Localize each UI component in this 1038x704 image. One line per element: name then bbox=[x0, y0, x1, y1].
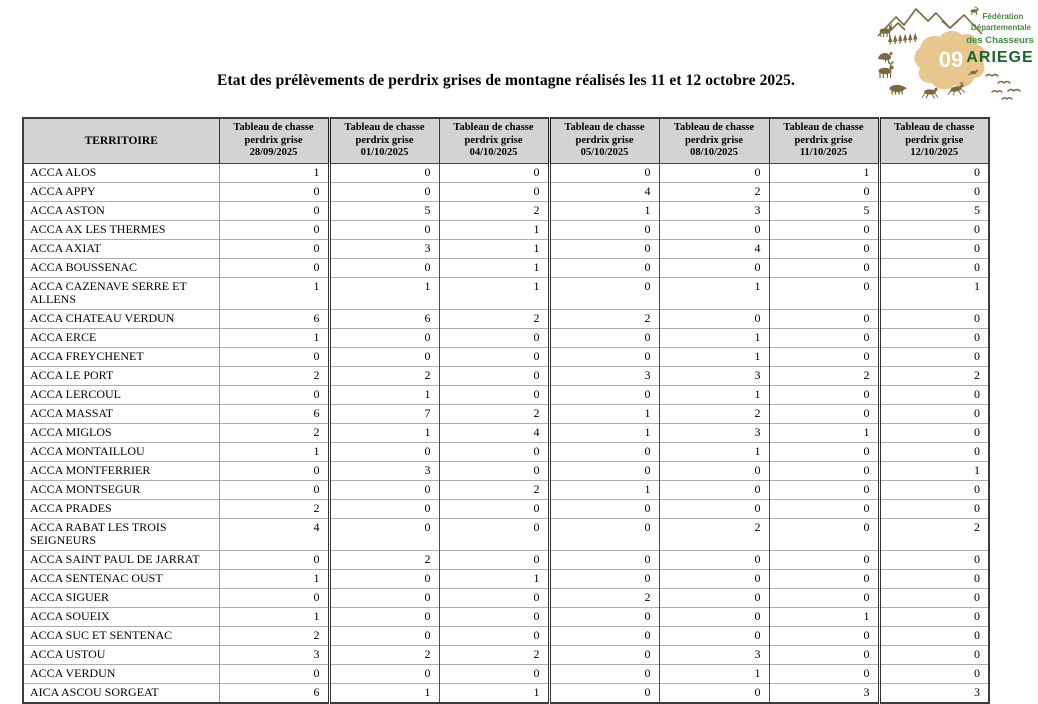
value-cell: 5 bbox=[769, 201, 879, 220]
value-cell: 0 bbox=[549, 163, 659, 182]
territory-cell: ACCA VERDUN bbox=[23, 664, 219, 683]
flying-birds-icon bbox=[986, 75, 1020, 100]
value-cell: 0 bbox=[439, 442, 549, 461]
value-cell: 3 bbox=[769, 683, 879, 703]
value-cell: 0 bbox=[769, 309, 879, 328]
value-cell: 0 bbox=[549, 328, 659, 347]
value-cell: 0 bbox=[879, 385, 989, 404]
value-cell: 0 bbox=[219, 258, 329, 277]
value-cell: 0 bbox=[769, 461, 879, 480]
value-cell: 0 bbox=[219, 550, 329, 569]
value-cell: 0 bbox=[659, 480, 769, 499]
logo-text-ariege: ARIEGE bbox=[966, 49, 1034, 66]
table-row bbox=[23, 277, 989, 309]
value-cell: 0 bbox=[659, 550, 769, 569]
value-cell: 0 bbox=[769, 258, 879, 277]
table-row bbox=[23, 461, 989, 480]
territory-cell: ACCA MONTAILLOU bbox=[23, 442, 219, 461]
value-cell: 0 bbox=[329, 442, 439, 461]
value-cell: 1 bbox=[659, 664, 769, 683]
column-header: Tableau de chasse perdrix grise 05/10/2025 bbox=[549, 118, 659, 163]
value-cell: 3 bbox=[659, 423, 769, 442]
value-cell: 0 bbox=[219, 664, 329, 683]
territory-cell: ACCA CHATEAU VERDUN bbox=[23, 309, 219, 328]
value-cell: 3 bbox=[329, 239, 439, 258]
value-cell: 1 bbox=[219, 442, 329, 461]
territory-cell: ACCA PRADES bbox=[23, 499, 219, 518]
value-cell: 4 bbox=[549, 182, 659, 201]
value-cell: 0 bbox=[879, 588, 989, 607]
value-cell: 1 bbox=[439, 683, 549, 703]
value-cell: 0 bbox=[329, 220, 439, 239]
value-cell: 0 bbox=[549, 683, 659, 703]
territory-cell: ACCA MASSAT bbox=[23, 404, 219, 423]
value-cell: 1 bbox=[549, 404, 659, 423]
value-cell: 5 bbox=[329, 201, 439, 220]
territory-cell: ACCA MIGLOS bbox=[23, 423, 219, 442]
value-cell: 0 bbox=[549, 626, 659, 645]
value-cell: 0 bbox=[769, 220, 879, 239]
value-cell: 0 bbox=[329, 480, 439, 499]
territory-cell: ACCA FREYCHENET bbox=[23, 347, 219, 366]
value-cell: 0 bbox=[219, 347, 329, 366]
value-cell: 0 bbox=[549, 347, 659, 366]
value-cell: 0 bbox=[769, 480, 879, 499]
value-cell: 0 bbox=[659, 220, 769, 239]
value-cell: 0 bbox=[439, 518, 549, 550]
value-cell: 1 bbox=[879, 461, 989, 480]
table-row bbox=[23, 201, 989, 220]
value-cell: 0 bbox=[549, 385, 659, 404]
territory-cell: ACCA MONTFERRIER bbox=[23, 461, 219, 480]
value-cell: 0 bbox=[219, 220, 329, 239]
logo-text-federation: Fédération bbox=[982, 12, 1024, 21]
table-row bbox=[23, 645, 989, 664]
harvest-table bbox=[22, 117, 990, 704]
value-cell: 0 bbox=[769, 499, 879, 518]
value-cell: 1 bbox=[879, 277, 989, 309]
table-row bbox=[23, 220, 989, 239]
territory-cell: ACCA LERCOUL bbox=[23, 385, 219, 404]
value-cell: 0 bbox=[329, 182, 439, 201]
value-cell: 0 bbox=[329, 258, 439, 277]
value-cell: 0 bbox=[549, 518, 659, 550]
value-cell: 0 bbox=[879, 645, 989, 664]
value-cell: 0 bbox=[549, 664, 659, 683]
value-cell: 0 bbox=[769, 626, 879, 645]
value-cell: 1 bbox=[659, 385, 769, 404]
value-cell: 0 bbox=[549, 461, 659, 480]
table-row bbox=[23, 258, 989, 277]
column-header: Tableau de chasse perdrix grise 28/09/2025 bbox=[219, 118, 329, 163]
value-cell: 0 bbox=[769, 588, 879, 607]
value-cell: 0 bbox=[439, 366, 549, 385]
value-cell: 0 bbox=[329, 626, 439, 645]
value-cell: 3 bbox=[879, 683, 989, 703]
territory-cell: ACCA ERCE bbox=[23, 328, 219, 347]
value-cell: 1 bbox=[769, 607, 879, 626]
federation-logo bbox=[874, 4, 1034, 108]
value-cell: 1 bbox=[219, 328, 329, 347]
value-cell: 1 bbox=[329, 683, 439, 703]
grouse-icon bbox=[878, 52, 893, 62]
value-cell: 1 bbox=[219, 569, 329, 588]
table-row bbox=[23, 163, 989, 182]
table-row bbox=[23, 664, 989, 683]
table-row bbox=[23, 683, 989, 703]
value-cell: 2 bbox=[219, 626, 329, 645]
value-cell: 1 bbox=[659, 277, 769, 309]
value-cell: 0 bbox=[879, 309, 989, 328]
value-cell: 0 bbox=[659, 607, 769, 626]
value-cell: 2 bbox=[439, 645, 549, 664]
value-cell: 0 bbox=[879, 569, 989, 588]
value-cell: 2 bbox=[659, 182, 769, 201]
value-cell: 0 bbox=[439, 182, 549, 201]
value-cell: 5 bbox=[879, 201, 989, 220]
territory-cell: ACCA SAINT PAUL DE JARRAT bbox=[23, 550, 219, 569]
value-cell: 0 bbox=[769, 569, 879, 588]
value-cell: 0 bbox=[549, 569, 659, 588]
column-header: Tableau de chasse perdrix grise 08/10/2025 bbox=[659, 118, 769, 163]
value-cell: 0 bbox=[879, 607, 989, 626]
value-cell: 0 bbox=[879, 550, 989, 569]
table-row bbox=[23, 404, 989, 423]
value-cell: 2 bbox=[879, 518, 989, 550]
value-cell: 0 bbox=[439, 664, 549, 683]
value-cell: 1 bbox=[549, 423, 659, 442]
value-cell: 2 bbox=[549, 588, 659, 607]
territory-cell: ACCA SUC ET SENTENAC bbox=[23, 626, 219, 645]
value-cell: 0 bbox=[219, 480, 329, 499]
column-header: Tableau de chasse perdrix grise 11/10/2025 bbox=[769, 118, 879, 163]
territory-column-header: TERRITOIRE bbox=[23, 118, 219, 163]
table-row bbox=[23, 550, 989, 569]
value-cell: 0 bbox=[329, 588, 439, 607]
value-cell: 0 bbox=[879, 239, 989, 258]
value-cell: 0 bbox=[769, 550, 879, 569]
territory-cell: ACCA AXIAT bbox=[23, 239, 219, 258]
value-cell: 1 bbox=[549, 201, 659, 220]
table-row bbox=[23, 423, 989, 442]
value-cell: 0 bbox=[439, 550, 549, 569]
value-cell: 0 bbox=[879, 442, 989, 461]
value-cell: 2 bbox=[439, 480, 549, 499]
table-row bbox=[23, 588, 989, 607]
value-cell: 0 bbox=[549, 607, 659, 626]
logo-text-des-chasseurs: des Chasseurs bbox=[966, 35, 1034, 46]
value-cell: 2 bbox=[659, 518, 769, 550]
value-cell: 0 bbox=[329, 499, 439, 518]
table-row bbox=[23, 442, 989, 461]
value-cell: 3 bbox=[659, 366, 769, 385]
value-cell: 0 bbox=[329, 163, 439, 182]
value-cell: 0 bbox=[549, 550, 659, 569]
table-row bbox=[23, 385, 989, 404]
table-row bbox=[23, 328, 989, 347]
value-cell: 0 bbox=[329, 607, 439, 626]
value-cell: 0 bbox=[659, 683, 769, 703]
value-cell: 1 bbox=[659, 442, 769, 461]
table-row bbox=[23, 347, 989, 366]
value-cell: 1 bbox=[659, 328, 769, 347]
table-row bbox=[23, 499, 989, 518]
value-cell: 1 bbox=[329, 423, 439, 442]
value-cell: 0 bbox=[659, 258, 769, 277]
territory-cell: ACCA BOUSSENAC bbox=[23, 258, 219, 277]
value-cell: 3 bbox=[329, 461, 439, 480]
value-cell: 0 bbox=[659, 588, 769, 607]
harvest-table-container bbox=[22, 117, 990, 704]
value-cell: 0 bbox=[439, 607, 549, 626]
value-cell: 0 bbox=[439, 347, 549, 366]
value-cell: 2 bbox=[329, 550, 439, 569]
value-cell: 0 bbox=[219, 182, 329, 201]
value-cell: 2 bbox=[879, 366, 989, 385]
value-cell: 3 bbox=[659, 201, 769, 220]
stag-icon bbox=[879, 61, 894, 78]
value-cell: 1 bbox=[219, 277, 329, 309]
value-cell: 4 bbox=[219, 518, 329, 550]
value-cell: 0 bbox=[769, 328, 879, 347]
value-cell: 1 bbox=[769, 423, 879, 442]
mountains-icon bbox=[878, 9, 982, 36]
value-cell: 0 bbox=[329, 347, 439, 366]
value-cell: 0 bbox=[659, 626, 769, 645]
value-cell: 0 bbox=[879, 182, 989, 201]
table-row bbox=[23, 518, 989, 550]
value-cell: 0 bbox=[549, 239, 659, 258]
table-row bbox=[23, 626, 989, 645]
value-cell: 0 bbox=[549, 220, 659, 239]
value-cell: 0 bbox=[769, 239, 879, 258]
value-cell: 2 bbox=[659, 404, 769, 423]
value-cell: 0 bbox=[879, 480, 989, 499]
table-row bbox=[23, 480, 989, 499]
territory-cell: ACCA SENTENAC OUST bbox=[23, 569, 219, 588]
value-cell: 1 bbox=[219, 607, 329, 626]
table-row bbox=[23, 366, 989, 385]
value-cell: 0 bbox=[659, 163, 769, 182]
territory-cell: ACCA USTOU bbox=[23, 645, 219, 664]
value-cell: 0 bbox=[769, 347, 879, 366]
federation-logo-graphic bbox=[874, 4, 1034, 108]
territory-cell: ACCA AX LES THERMES bbox=[23, 220, 219, 239]
value-cell: 1 bbox=[769, 163, 879, 182]
territory-cell: ACCA MONTSEGUR bbox=[23, 480, 219, 499]
ibex-icon bbox=[971, 7, 979, 15]
table-row bbox=[23, 239, 989, 258]
value-cell: 0 bbox=[879, 499, 989, 518]
value-cell: 1 bbox=[439, 220, 549, 239]
territory-cell: ACCA APPY bbox=[23, 182, 219, 201]
value-cell: 0 bbox=[769, 518, 879, 550]
logo-text-departementale: Départementale bbox=[970, 23, 1032, 32]
value-cell: 0 bbox=[549, 499, 659, 518]
value-cell: 0 bbox=[439, 385, 549, 404]
page-title: Etat des prélèvements de perdrix grises de montagne réalisés les 11 et 12 octobre 2025. bbox=[217, 72, 795, 89]
value-cell: 1 bbox=[439, 277, 549, 309]
value-cell: 0 bbox=[879, 258, 989, 277]
value-cell: 1 bbox=[659, 347, 769, 366]
value-cell: 0 bbox=[549, 277, 659, 309]
value-cell: 4 bbox=[659, 239, 769, 258]
value-cell: 2 bbox=[439, 404, 549, 423]
table-row bbox=[23, 182, 989, 201]
territory-cell: ACCA ALOS bbox=[23, 163, 219, 182]
value-cell: 0 bbox=[439, 328, 549, 347]
value-cell: 0 bbox=[219, 239, 329, 258]
column-header: Tableau de chasse perdrix grise 04/10/2025 bbox=[439, 118, 549, 163]
territory-cell: ACCA SOUEIX bbox=[23, 607, 219, 626]
value-cell: 0 bbox=[879, 664, 989, 683]
value-cell: 3 bbox=[219, 645, 329, 664]
table-row bbox=[23, 607, 989, 626]
value-cell: 0 bbox=[219, 385, 329, 404]
column-header: Tableau de chasse perdrix grise 01/10/2025 bbox=[329, 118, 439, 163]
value-cell: 0 bbox=[879, 347, 989, 366]
value-cell: 0 bbox=[769, 664, 879, 683]
value-cell: 0 bbox=[769, 182, 879, 201]
value-cell: 2 bbox=[439, 201, 549, 220]
value-cell: 2 bbox=[219, 499, 329, 518]
value-cell: 7 bbox=[329, 404, 439, 423]
boar-icon bbox=[890, 85, 908, 95]
value-cell: 0 bbox=[439, 163, 549, 182]
value-cell: 0 bbox=[769, 277, 879, 309]
value-cell: 0 bbox=[329, 518, 439, 550]
value-cell: 0 bbox=[659, 461, 769, 480]
territory-cell: ACCA CAZENAVE SERRE ET ALLENS bbox=[23, 277, 219, 309]
value-cell: 0 bbox=[659, 309, 769, 328]
value-cell: 0 bbox=[879, 404, 989, 423]
value-cell: 0 bbox=[439, 588, 549, 607]
value-cell: 0 bbox=[549, 645, 659, 664]
value-cell: 0 bbox=[219, 201, 329, 220]
value-cell: 0 bbox=[439, 461, 549, 480]
value-cell: 6 bbox=[329, 309, 439, 328]
value-cell: 0 bbox=[329, 664, 439, 683]
dept-number: 09 bbox=[938, 47, 964, 72]
value-cell: 0 bbox=[329, 569, 439, 588]
value-cell: 6 bbox=[219, 683, 329, 703]
value-cell: 2 bbox=[329, 645, 439, 664]
value-cell: 1 bbox=[439, 569, 549, 588]
value-cell: 0 bbox=[659, 499, 769, 518]
table-row bbox=[23, 569, 989, 588]
value-cell: 0 bbox=[769, 645, 879, 664]
value-cell: 2 bbox=[769, 366, 879, 385]
value-cell: 1 bbox=[329, 385, 439, 404]
value-cell: 2 bbox=[329, 366, 439, 385]
value-cell: 0 bbox=[329, 328, 439, 347]
value-cell: 1 bbox=[219, 163, 329, 182]
running-deer-icon bbox=[922, 88, 938, 99]
value-cell: 0 bbox=[769, 404, 879, 423]
deer-icon bbox=[880, 24, 893, 37]
territory-cell: ACCA LE PORT bbox=[23, 366, 219, 385]
value-cell: 4 bbox=[439, 423, 549, 442]
value-cell: 0 bbox=[659, 569, 769, 588]
value-cell: 2 bbox=[219, 423, 329, 442]
value-cell: 0 bbox=[769, 385, 879, 404]
territory-cell: ACCA SIGUER bbox=[23, 588, 219, 607]
value-cell: 3 bbox=[659, 645, 769, 664]
column-header: Tableau de chasse perdrix grise 12/10/2025 bbox=[879, 118, 989, 163]
value-cell: 0 bbox=[549, 442, 659, 461]
value-cell: 2 bbox=[439, 309, 549, 328]
value-cell: 3 bbox=[549, 366, 659, 385]
value-cell: 2 bbox=[549, 309, 659, 328]
value-cell: 0 bbox=[879, 423, 989, 442]
value-cell: 0 bbox=[879, 163, 989, 182]
pine-trees-icon bbox=[888, 33, 917, 45]
value-cell: 1 bbox=[439, 258, 549, 277]
value-cell: 6 bbox=[219, 404, 329, 423]
value-cell: 1 bbox=[439, 239, 549, 258]
header-row bbox=[23, 118, 989, 163]
value-cell: 0 bbox=[219, 588, 329, 607]
territory-cell: AICA ASCOU SORGEAT bbox=[23, 683, 219, 703]
value-cell: 2 bbox=[219, 366, 329, 385]
value-cell: 0 bbox=[439, 626, 549, 645]
value-cell: 1 bbox=[329, 277, 439, 309]
value-cell: 6 bbox=[219, 309, 329, 328]
table-row bbox=[23, 309, 989, 328]
value-cell: 1 bbox=[549, 480, 659, 499]
value-cell: 0 bbox=[879, 328, 989, 347]
value-cell: 0 bbox=[769, 442, 879, 461]
value-cell: 0 bbox=[879, 626, 989, 645]
value-cell: 0 bbox=[439, 499, 549, 518]
territory-cell: ACCA ASTON bbox=[23, 201, 219, 220]
territory-cell: ACCA RABAT LES TROIS SEIGNEURS bbox=[23, 518, 219, 550]
value-cell: 0 bbox=[219, 461, 329, 480]
value-cell: 0 bbox=[549, 258, 659, 277]
value-cell: 0 bbox=[879, 220, 989, 239]
